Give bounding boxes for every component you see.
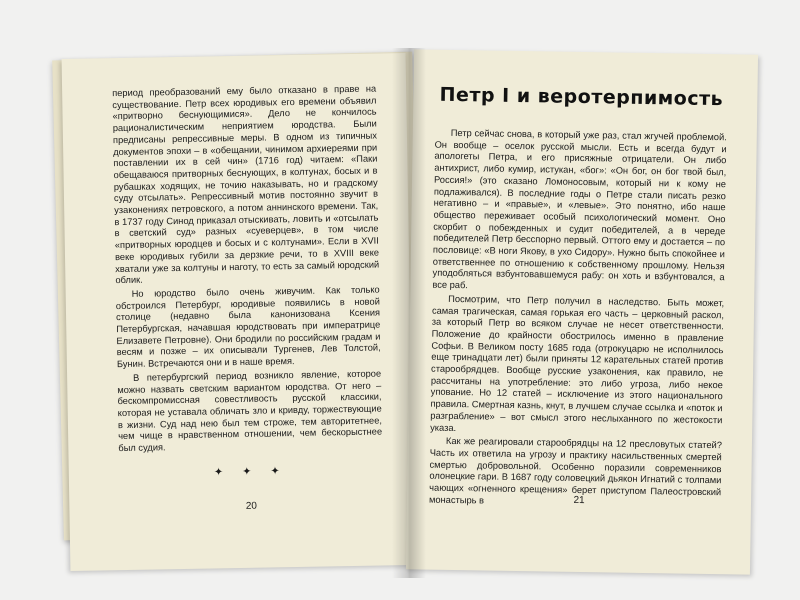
right-paragraph-2: Посмотрим, что Петр получил в наследство. Быть может, самая трагическая, самая горькая его часть – церковный раскол, за который Петр во всяком случае не несет ответственности. Положение до крайности обострилось именно в правление Софьи. В Великом посту 1685 года (отрокуцарю не исполнилось еще тринадцати лет) были приняты 12 карательных статей против старообрядцев. Вообще русские узаконения, как правило, не рассчитаны на употребление: это либо угроза, либо некое упование. Но 12 статей – исключение из этого национального правила. Смертная казнь, кнут, в лучшем случае ссылка и «поток и разграбление» – вот смысл этого неслыханного по жестокости указа. [430,293,725,433]
section-ornament: ✦ ✦ ✦ [213,464,288,479]
left-paragraph-1: период преобразований ему было отказано в праве на существование. Петр всех юродивых его времени объявил «притворно беснующимися». Дело не кончилось рационалистическим неприятием юродства. Были предписаны репрессивные меры. В одном из типичных документов эпохи – в «обещании, чинимом архиереями при поставлении их в сей чин» (1716 год) читаем: «Паки обещаваюся притворных беснующих, в колтунах, босых и в рубашках ходящих, не точию наказывать, но и градскому суду отсылать». Репрессивный мотив постоянно звучит в узаконениях петровского, а потом аннинского времени. Так, в 1737 году Синод приказал отыскивать, ловить и «отсылать в светский суд» разных «суеверцев», в том числе «притворных юродцев и босых и с колтунами». Если в XVII веке юродивых губили за дерзкие речи, то в XVIII веке хватали уже за колтуны и наготу, то есть за самый юродский облик. [112,83,380,286]
chapter-title: Петр I и веротерпимость [439,83,724,111]
right-paragraph-1: Петр сейчас снова, в который уже раз, стал жгучей проблемой. Он вообще – оселок русской мысли. Есть и всегда будут и апологеты Петра, и его присяжные отрицатели. Он либо антихрист, либо кумир, истукан, «бог»: «Он бог, он бог твой был, Россия!» (это сказано Ломоносовым, который ни к кому не подлаживался). В последние годы о Петре стали писать резко негативно – и «правые», и «левые». Это понятно, ибо наше общество переживает особый психологический момент. Оно скорбит о побежденных и судит победителей, а в череде победителей Петр бесспорно первый. Оттого ему и достается – по пословице: «В ноги Якову, в ухо Сидору». Нужно быть спокойнее и ответственнее по отношению к собственному прошлому. Нельзя уподобляться взбунтовавшемуся рабу: он хоть и взбунтовался, а все раб. [432,127,727,291]
left-paragraph-2: Но юродство было очень живучим. Как только обстроился Петербург, юродивые появились в новой столице (недавно была канонизована Ксения Петербургская, начавшая юродствовать при императрице Елизавете Петровне). Они бродили по российским градам и весям и позже – их описывали Тургенев, Лев Толстой, Бунин. Встречаются они и в наше время. [115,284,381,370]
left-paragraph-3: В петербургский период возникло явление, которое можно назвать светским вариантом юродства. От него – бескомпромиссная совестливость русской классики, которая не уставала обличать зло и кривду, торжествующие в жизни. Суд над нею был тем строже, тем авторитетнее, чем чище в нравственном отношении, чем бескорыстнее был судия. [117,368,383,454]
right-page-number: 21 [573,494,585,507]
right-paragraph-3: Как же реагировали старообрядцы на 12 пресловутых статей? Часть их ответила на угрозу и практику насильственных смертей смертью добровольной. Особенно поразили современников олонецкие гари. В 1687 году соловецкий дьякон Игнатий с толпами чающих «огненного крещения» берет приступом Палеостровский монастырь в [428,436,722,506]
right-page [406,49,758,574]
left-page-number: 20 [245,500,258,512]
left-page [62,53,415,571]
